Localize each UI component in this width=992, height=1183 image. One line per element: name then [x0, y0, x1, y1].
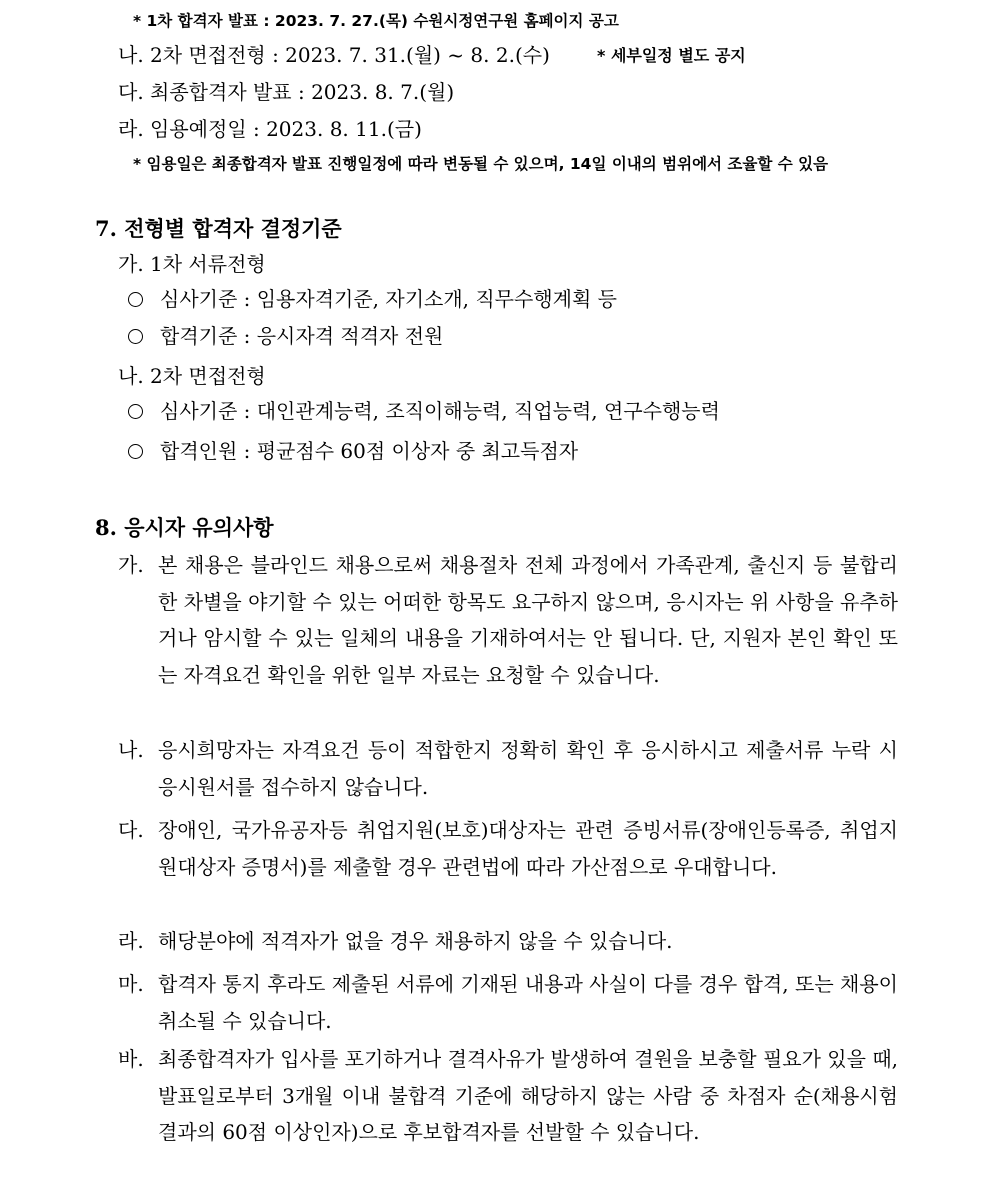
notice-item-text: 본 채용은 블라인드 채용으로써 채용절차 전체 과정에서 가족관계, 출신지 등 불합리한 차별을 야기할 수 있는 어떠한 항목도 요구하지 않으며, 응시자는 위 사항을 유추하거나 암시할 수 있는 일체의 내용을 기재하여서는 안 됩니다. 단, 지원자 본인 확인 또는 자격요건 확인을 위한 일부 자료는 요청할 수 있습니다.: [158, 553, 898, 687]
notice-item: [118, 812, 898, 885]
schedule-item-interview: 나. 2차 면접전형 : 2023. 7. 31.(월) ~ 8. 2.(수): [118, 43, 550, 67]
note-detailed-schedule: * 세부일정 별도 공지: [597, 46, 746, 65]
section-8-heading: 8. 응시자 유의사항: [95, 515, 274, 540]
notice-item: [118, 547, 898, 693]
notice-item-text: 최종합격자가 입사를 포기하거나 결격사유가 발생하여 결원을 보충할 필요가 있을 때, 발표일로부터 3개월 이내 불합격 기준에 해당하지 않는 사람 중 차점자 순(채용시험 결과의 60점 이상인자)으로 후보합격자를 선발할 수 있습니다.: [158, 1047, 898, 1144]
notice-item-marker: 다.: [118, 818, 144, 842]
circle-bullet-icon: [128, 329, 143, 344]
notice-item-text: 해당분야에 적격자가 없을 경우 채용하지 않을 수 있습니다.: [158, 929, 673, 953]
stage2-criteria: 심사기준 : 대인관계능력, 조직이해능력, 직업능력, 연구수행능력: [160, 399, 720, 423]
section-7-stage2-title: 나. 2차 면접전형: [118, 364, 266, 388]
notice-item: [118, 966, 898, 1039]
schedule-item-final-announcement: 다. 최종합격자 발표 : 2023. 8. 7.(월): [118, 80, 455, 104]
schedule-item-appointment-date: 라. 임용예정일 : 2023. 8. 11.(금): [118, 117, 422, 141]
circle-bullet-icon: [128, 404, 143, 419]
notice-item-text: 합격자 통지 후라도 제출된 서류에 기재된 내용과 사실이 다를 경우 합격, 또는 채용이 취소될 수 있습니다.: [158, 972, 898, 1033]
stage1-criteria: 심사기준 : 임용자격기준, 자기소개, 직무수행계획 등: [160, 287, 617, 311]
note-first-announcement: * 1차 합격자 발표 : 2023. 7. 27.(목) 수원시정연구원 홈페이지 공고: [133, 12, 619, 30]
notice-item: [118, 1041, 898, 1151]
notice-item-text: 장애인, 국가유공자등 취업지원(보호)대상자는 관련 증빙서류(장애인등록증, 취업지원대상자 증명서)를 제출할 경우 관련법에 따라 가산점으로 우대합니다.: [158, 818, 898, 879]
note-appointment-adjustment: * 임용일은 최종합격자 발표 진행일정에 따라 변동될 수 있으며, 14일 이내의 범위에서 조율할 수 있음: [133, 155, 829, 173]
notice-item-marker: 가.: [118, 553, 144, 577]
notice-item-marker: 나.: [118, 738, 144, 762]
notice-item-marker: 바.: [118, 1047, 144, 1071]
notice-item-marker: 라.: [118, 929, 144, 953]
stage2-pass-count: 합격인원 : 평균점수 60점 이상자 중 최고득점자: [160, 439, 579, 463]
circle-bullet-icon: [128, 444, 143, 459]
notice-item: [118, 732, 898, 805]
notice-item-marker: 마.: [118, 972, 144, 996]
section-7-heading: 7. 전형별 합격자 결정기준: [95, 216, 342, 241]
notice-item: [118, 923, 898, 960]
stage1-pass-criteria: 합격기준 : 응시자격 적격자 전원: [160, 324, 444, 348]
section-7-stage1-title: 가. 1차 서류전형: [118, 252, 266, 276]
notice-item-text: 응시희망자는 자격요건 등이 적합한지 정확히 확인 후 응시하시고 제출서류 누락 시 응시원서를 접수하지 않습니다.: [158, 738, 898, 799]
circle-bullet-icon: [128, 292, 143, 307]
